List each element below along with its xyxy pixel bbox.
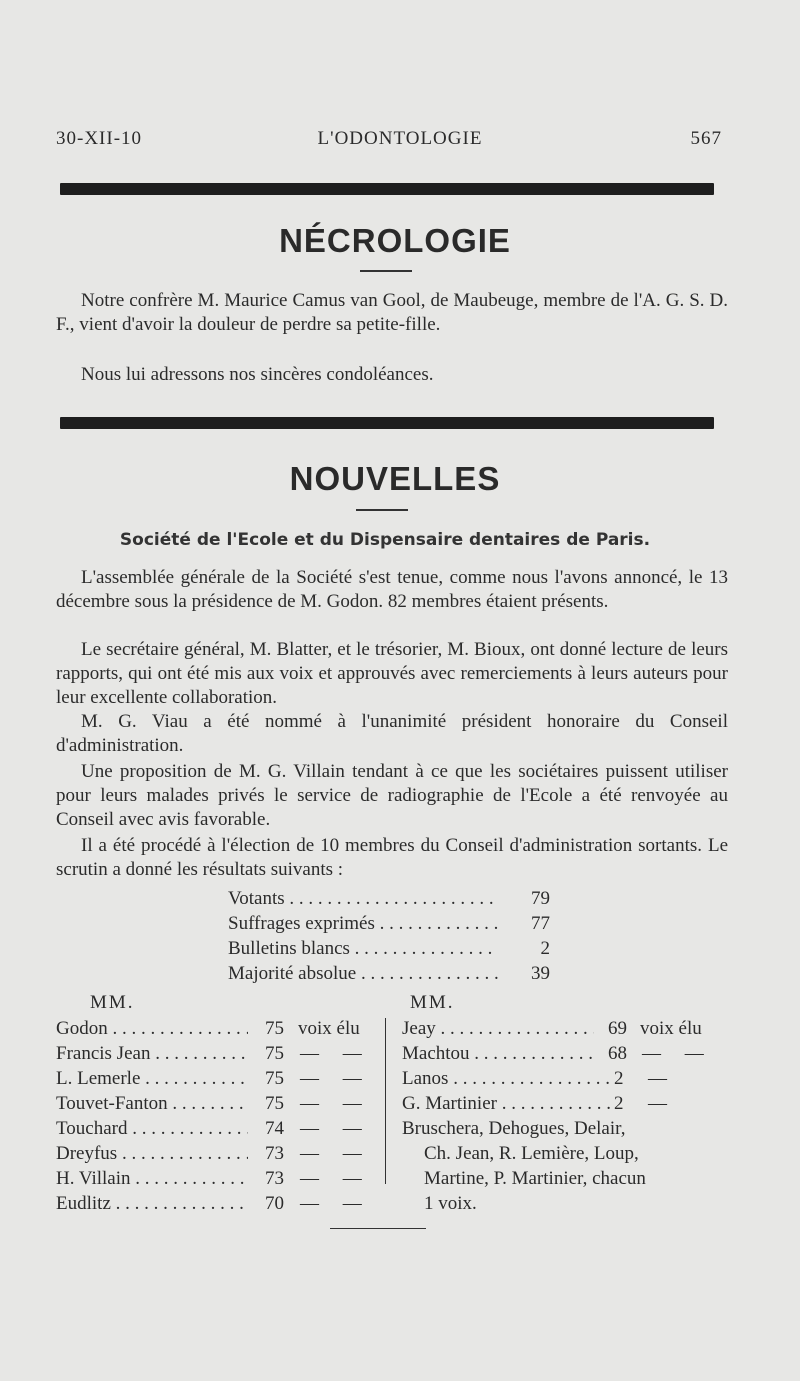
page-number: 567 <box>690 128 722 149</box>
candidate-note: — — <box>300 1118 362 1139</box>
necrologie-paragraph: Nous lui adressons nos sincères condoléances. <box>81 364 434 385</box>
others-line: Martine, P. Martinier, chacun <box>424 1168 646 1189</box>
candidate-note: — <box>648 1093 667 1114</box>
section-title-necrologie: NÉCROLOGIE <box>279 222 511 259</box>
candidate-name: G. Martinier . . . <box>402 1093 612 1115</box>
candidate-name: Godon . . . <box>56 1018 248 1040</box>
candidate-name: Lanos . . . <box>402 1068 612 1090</box>
others-line: Ch. Jean, R. Lemière, Loup, <box>424 1143 639 1164</box>
candidate-name: Dreyfus . . . <box>56 1143 248 1165</box>
necrologie-paragraph: Notre confrère M. Maurice Camus van Gool, de Maubeuge, membre de l'A. G. S. D. F., vient d'avoir la douleur de perdre sa petite-fille. <box>56 290 728 335</box>
stat-label: Majorité absolue . . . <box>228 963 498 985</box>
candidate-votes: 74 <box>265 1118 284 1139</box>
stat-value: 2 <box>540 938 550 959</box>
candidate-votes: 70 <box>265 1193 284 1214</box>
closing-rule <box>330 1228 426 1229</box>
title-underline <box>360 270 412 272</box>
column-separator <box>385 1018 386 1184</box>
stat-value: 39 <box>531 963 550 984</box>
nouvelles-paragraph: Le secrétaire général, M. Blatter, et le trésorier, M. Bioux, ont donné lecture de leurs rapports, qui ont été mis aux voix et approuvés avec remerciements à leurs auteurs pour leur excellente collaboration. <box>56 639 728 708</box>
column-heading-left: MM. <box>90 992 135 1013</box>
stat-value: 77 <box>531 913 550 934</box>
others-line: Bruschera, Dehogues, Delair, <box>402 1118 626 1139</box>
candidate-note: — <box>648 1068 667 1089</box>
candidate-name: Eudlitz . . . <box>56 1193 248 1215</box>
running-header-journal: L'ODONTOLOGIE <box>317 128 483 149</box>
candidate-name: Touvet-Fanton . . . <box>56 1093 248 1115</box>
candidate-votes: 2 <box>614 1068 624 1089</box>
stat-label: Votants . . . <box>228 888 498 910</box>
candidate-note: — — <box>300 1068 362 1089</box>
candidate-note: voix élu <box>640 1018 702 1039</box>
nouvelles-paragraph: Une proposition de M. G. Villain tendant à ce que les sociétaires puissent utiliser pour leurs malades privés le service de radiographie de l'Ecole a été renvoyée au Conseil avec avis favorable. <box>56 761 728 830</box>
stat-label: Suffrages exprimés . . . <box>228 913 498 935</box>
candidate-note: — — <box>300 1143 362 1164</box>
candidate-votes: 75 <box>265 1043 284 1064</box>
nouvelles-paragraph: L'assemblée générale de la Société s'est tenue, comme nous l'avons annoncé, le 13 décembre sous la présidence de M. Godon. 82 membres étaient présents. <box>56 567 728 612</box>
candidate-votes: 75 <box>265 1093 284 1114</box>
candidate-note: — — <box>642 1043 704 1064</box>
candidate-note: — — <box>300 1168 362 1189</box>
running-header-date: 30-XII-10 <box>56 128 143 149</box>
candidate-name: Machtou . . . <box>402 1043 594 1065</box>
title-underline <box>356 509 408 511</box>
section-title-nouvelles: NOUVELLES <box>289 460 501 497</box>
candidate-name: Francis Jean . . . <box>56 1043 248 1065</box>
stat-value: 79 <box>531 888 550 909</box>
candidate-note: — — <box>300 1193 362 1214</box>
candidate-name: H. Villain . . . <box>56 1168 248 1190</box>
candidate-votes: 2 <box>614 1093 624 1114</box>
column-heading-right: MM. <box>410 992 455 1013</box>
candidate-note: — — <box>300 1043 362 1064</box>
candidate-note: — — <box>300 1093 362 1114</box>
nouvelles-paragraph: Il a été procédé à l'élection de 10 membres du Conseil d'administration sortants. Le scrutin a donné les résultats suivants : <box>56 835 728 880</box>
ornamental-divider <box>60 183 714 195</box>
candidate-votes: 73 <box>265 1143 284 1164</box>
candidate-note: voix élu <box>298 1018 360 1039</box>
candidate-name: Touchard . . . <box>56 1118 248 1140</box>
article-subheading: Société de l'Ecole et du Dispensaire dentaires de Paris. <box>119 530 651 550</box>
ornamental-divider <box>60 417 714 429</box>
candidate-votes: 68 <box>608 1043 627 1064</box>
candidate-name: Jeay . . . <box>402 1018 594 1040</box>
candidate-votes: 73 <box>265 1168 284 1189</box>
candidate-votes: 75 <box>265 1018 284 1039</box>
stat-label: Bulletins blancs . . . <box>228 938 498 960</box>
nouvelles-paragraph: M. G. Viau a été nommé à l'unanimité président honoraire du Conseil d'administration. <box>56 711 728 756</box>
others-line: 1 voix. <box>424 1193 477 1214</box>
candidate-votes: 69 <box>608 1018 627 1039</box>
candidate-votes: 75 <box>265 1068 284 1089</box>
candidate-name: L. Lemerle . . . <box>56 1068 248 1090</box>
